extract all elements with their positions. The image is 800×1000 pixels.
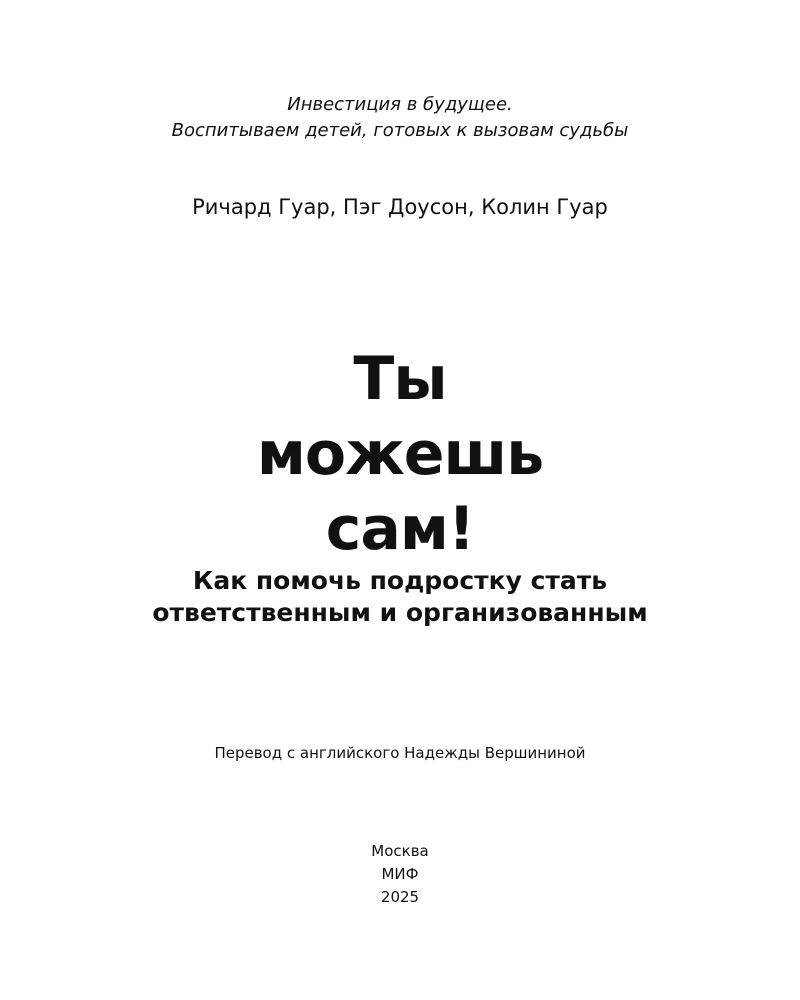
translator-credit: Перевод с английского Надежды Вершининой: [214, 744, 586, 762]
book-title-line-1: Ты: [353, 344, 447, 414]
book-subtitle-line-2: ответственным и организованным: [152, 598, 648, 627]
imprint-publisher: МИФ: [381, 865, 419, 883]
series-name-line-1: Инвестиция в будущее.: [287, 94, 513, 115]
book-subtitle-line-1: Как помочь подростку стать: [192, 566, 608, 595]
series-name-line-2: Воспитываем детей, готовых к вызовам судьбы: [171, 120, 629, 141]
imprint-year: 2025: [380, 888, 420, 906]
book-title-line-2: можешь: [256, 419, 544, 489]
imprint-city: Москва: [371, 842, 429, 860]
book-title-line-3: сам!: [325, 494, 475, 564]
book-authors: Ричард Гуар, Пэг Доусон, Колин Гуар: [192, 195, 608, 219]
